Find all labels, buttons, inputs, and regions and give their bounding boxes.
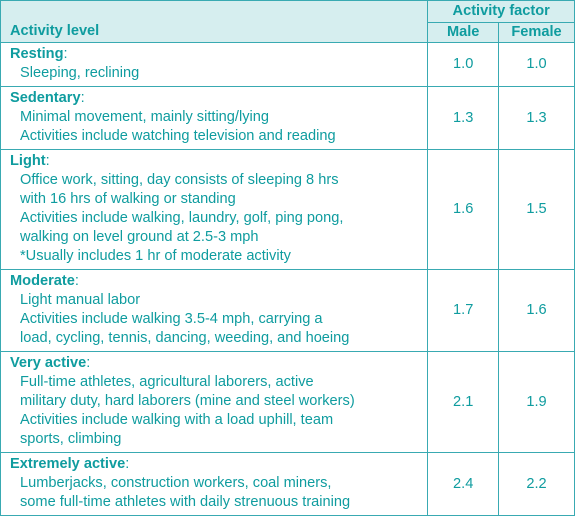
male-factor: 1.3 [428,87,499,150]
activity-name: Sedentary [10,90,81,106]
description-line: with 16 hrs of walking or standing [20,191,236,207]
activity-name-colon: : [80,90,85,106]
description-line: Office work, sitting, day consists of sleeping 8 hrs [20,172,339,188]
female-factor: 1.6 [498,270,574,352]
activity-description [10,373,423,449]
description-line: Light manual labor [20,292,141,308]
female-header: Female [498,23,574,43]
description-line: Activities include watching television and reading [20,128,336,144]
activity-description [10,474,423,512]
activity-name-line [10,152,423,171]
activity-name-colon: : [63,46,68,62]
male-factor: 2.4 [428,453,499,516]
table-row [1,352,575,453]
activity-name: Extremely active [10,456,126,472]
description-line: Full-time athletes, agricultural laborers, active [20,374,314,390]
activity-name: Light [10,153,46,169]
description-line: Lumberjacks, construction workers, coal miners, [20,475,332,491]
activity-name-line [10,354,423,373]
activity-level-cell [1,352,428,453]
activity-name-line [10,272,423,291]
description-line: Activities include walking with a load uphill, team [20,412,334,428]
activity-description [10,64,423,83]
activity-description [10,291,423,348]
description-line: Activities include walking 3.5-4 mph, carrying a [20,311,323,327]
activity-name-line [10,455,423,474]
male-factor: 1.7 [428,270,499,352]
activity-level-cell [1,150,428,270]
male-factor: 1.0 [428,43,499,87]
female-factor: 1.0 [498,43,574,87]
activity-name: Moderate [10,273,75,289]
description-line: some full-time athletes with daily strenuous training [20,494,351,510]
description-line: Activities include walking, laundry, golf, ping pong, [20,210,344,226]
female-factor: 1.3 [498,87,574,150]
male-header: Male [428,23,499,43]
table-body [1,43,575,516]
activity-name: Resting [10,46,64,62]
activity-name: Very active [10,355,87,371]
header-row [1,1,575,23]
male-factor: 2.1 [428,352,499,453]
activity-description [10,171,423,266]
table-row [1,43,575,87]
activity-level-cell [1,43,428,87]
activity-factor-header: Activity factor [428,1,575,23]
activity-level-cell [1,453,428,516]
activity-name-line [10,45,423,64]
description-line: load, cycling, tennis, dancing, weeding, and hoeing [20,330,350,346]
description-line: *Usually includes 1 hr of moderate activity [20,248,291,264]
activity-level-header: Activity level [1,1,428,43]
activity-name-colon: : [125,456,130,472]
activity-level-cell [1,87,428,150]
activity-name-colon: : [45,153,50,169]
table-row [1,453,575,516]
female-factor: 2.2 [498,453,574,516]
description-line: Sleeping, reclining [20,65,140,81]
table-row [1,150,575,270]
table-row [1,87,575,150]
description-line: military duty, hard laborers (mine and steel workers) [20,393,355,409]
activity-name-colon: : [74,273,79,289]
activity-name-line [10,89,423,108]
female-factor: 1.5 [498,150,574,270]
activity-level-cell [1,270,428,352]
female-factor: 1.9 [498,352,574,453]
description-line: Minimal movement, mainly sitting/lying [20,109,269,125]
description-line: sports, climbing [20,431,122,447]
activity-name-colon: : [86,355,91,371]
table-row [1,270,575,352]
activity-description [10,108,423,146]
description-line: walking on level ground at 2.5-3 mph [20,229,259,245]
male-factor: 1.6 [428,150,499,270]
